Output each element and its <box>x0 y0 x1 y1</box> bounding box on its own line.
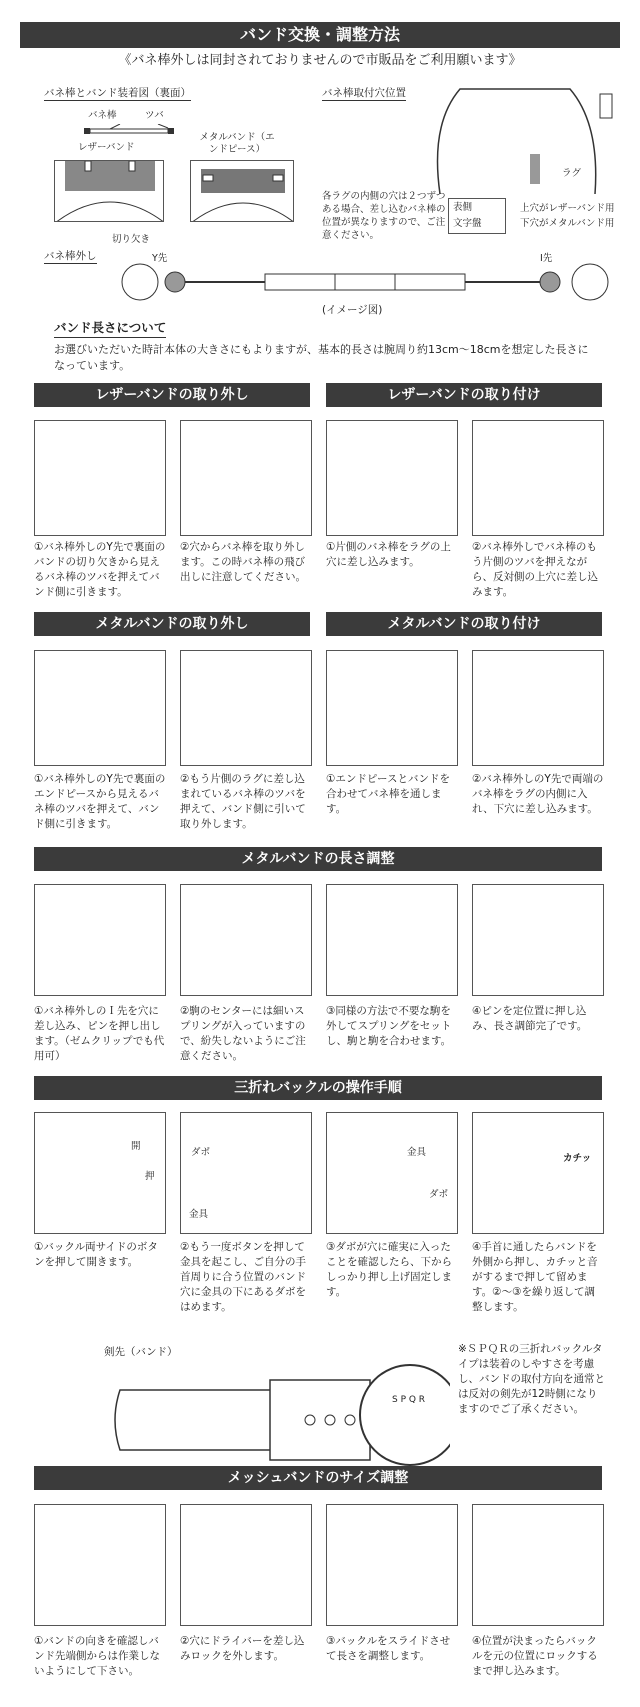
metal-remove-step1: ①バネ棒外しのY先で裏面のエンドピースから見えるバネ棒のツバを押えて、バンド側に引きます。 <box>34 773 166 830</box>
mesh-step1: ①バンドの向きを確認しバンド先端側からは作業しないようにして下さい。 <box>34 1635 160 1677</box>
metal-remove-step1-figure <box>34 650 166 766</box>
length-text: お選びいただいた時計本体の大きさにもよりますが、基本的長さは腕周り約13cm〜18cmを想定した長さになっています。 <box>54 343 589 372</box>
metal-band-label: メタルバンド（エンドピース） <box>199 132 275 155</box>
buckle-step1: ①バックル両サイドのボタンを押して開きます。 <box>34 1241 158 1268</box>
tsuba-label: ツバ <box>145 110 164 121</box>
dabo-label: ダボ <box>191 1147 211 1158</box>
leather-remove-step2: ②穴からバネ棒を取り外します。この時バネ棒の飛び出しに注意してください。 <box>180 541 306 583</box>
main-title-bar: バンド交換・調整方法 <box>20 22 620 48</box>
metal-remove-step2-figure <box>180 650 312 766</box>
spring-bar-remover-icon <box>100 262 620 302</box>
mesh-step4-figure <box>472 1504 604 1626</box>
buckle-step3-figure <box>326 1112 458 1234</box>
notice-text: 《バネ棒外しは同封されておりませんので市販品をご利用願います》 <box>118 53 522 68</box>
metal-attach-step1: ①エンドピースとバンドを合わせてバネ棒を通します。 <box>326 773 450 815</box>
metal-length-step2-figure <box>180 884 312 996</box>
spring-bar-icon <box>80 124 180 138</box>
buckle-step2: ②もう一度ボタンを押して金具を起こし、ご自分の手首周りに合う位置のバンド穴に金具の下にあるダボをはめます。 <box>180 1241 306 1313</box>
kanagu-label: 金具 <box>189 1209 209 1220</box>
tip-band-label: 剣先（バンド） <box>104 1346 178 1358</box>
metal-length-step4: ④ピンを定位置に押し込み、長さ調節完了です。 <box>472 1005 588 1032</box>
metal-length-step1: ①バネ棒外しのＩ先を穴に差し込み、ピンを押し出します。（ゼムクリップでも代用可） <box>34 1005 165 1062</box>
brand-text: S P Q R <box>392 1395 426 1405</box>
leather-attach-step2: ②バネ棒外しでバネ棒のもう片側のツバを押えながら、反対側の上穴に差し込みます。 <box>472 541 598 598</box>
metal-length-step4-figure <box>472 884 604 996</box>
buckle-note-text: ※ＳＰＱＲの三折れバックルタイプは装着のしやすさを考慮し、バンドの取付方向を通常とは反対の剣先が12時側になりますのでご了承ください。 <box>458 1343 605 1415</box>
mesh-step2: ②穴にドライバーを差し込みロックを外します。 <box>180 1635 305 1662</box>
metal-length-step1-figure <box>34 884 166 996</box>
metal-length-step3-figure <box>326 884 458 996</box>
remover-title: バネ棒外し <box>44 250 97 262</box>
leather-attach-step1: ①片側のバネ棒をラグの上穴に差し込みます。 <box>326 541 451 568</box>
watch-with-buckle-icon <box>110 1360 450 1470</box>
hole-position-title: バネ棒取付穴位置 <box>322 87 406 99</box>
leather-attach-step2-figure <box>472 420 604 536</box>
image-note: (イメージ図) <box>322 304 383 316</box>
spring-bar-label: バネ棒 <box>88 110 117 121</box>
open-label: 開 <box>131 1141 141 1152</box>
kachi-label: カチッ <box>563 1153 592 1164</box>
mesh-step3-figure <box>326 1504 458 1626</box>
hole-note-text: 各ラグの内側の穴は２つずつある場合、差し込むバネ棒の位置が異なりますので、ご注意ください。 <box>322 191 446 241</box>
dabo-label-2: ダボ <box>429 1189 449 1200</box>
lower-hole-label: 下穴がメタルバンド用 <box>520 218 615 229</box>
i-tip-label: I先 <box>540 253 553 264</box>
lug-label: ラグ <box>562 168 582 179</box>
front-side-box <box>448 198 506 234</box>
y-tip-label: Y先 <box>152 253 168 264</box>
leather-attach-title: レザーバンドの取り付け <box>326 383 602 407</box>
metal-attach-title: メタルバンドの取り付け <box>326 612 602 636</box>
buckle-step3: ③ダボが穴に確実に入ったことを確認したら、下からしっかり押し上げ固定します。 <box>326 1241 452 1298</box>
front-label: 表側 <box>453 202 473 213</box>
metal-remove-title: メタルバンドの取り外し <box>34 612 310 636</box>
leather-remove-step1-figure <box>34 420 166 536</box>
upper-hole-label: 上穴がレザーバンド用 <box>520 203 615 214</box>
mesh-step2-figure <box>180 1504 312 1626</box>
leather-attach-step1-figure <box>326 420 458 536</box>
buckle-step4-figure <box>472 1112 604 1234</box>
leather-remove-title: レザーバンドの取り外し <box>34 383 310 407</box>
metal-length-step3: ③同様の方法で不要な駒を外してスプリングをセットし、駒と駒を合わせます。 <box>326 1005 452 1047</box>
leather-band-back-icon <box>55 161 164 222</box>
metal-length-title: メタルバンドの長さ調整 <box>34 847 602 871</box>
metal-attach-step2-figure <box>472 650 604 766</box>
buckle-step4: ④手首に通したらバンドを外側から押し、カチッと音がするまで押して留めます。②〜③を繰り返して調整します。 <box>472 1241 598 1313</box>
metal-attach-step2: ②バネ棒外しのY先で両端のバネ棒をラグの内側に入れ、下穴に差し込みます。 <box>472 773 604 815</box>
mesh-title: メッシュバンドのサイズ調整 <box>34 1466 602 1490</box>
buckle-title: 三折れバックルの操作手順 <box>34 1076 602 1100</box>
band-diagram-title: バネ棒とバンド装着図（裏面） <box>44 87 191 99</box>
watch-case-side-icon <box>420 84 620 194</box>
buckle-step1-figure <box>34 1112 166 1234</box>
leather-band-label: レザーバンド <box>78 142 135 153</box>
leather-remove-step1: ①バネ棒外しのY先で裏面のバンドの切り欠きから見えるバネ棒のツバを押えてバンド側に引きます。 <box>34 541 166 598</box>
push-label: 押 <box>145 1171 155 1182</box>
mesh-step4: ④位置が決まったらバックルを元の位置にロックするまで押し込みます。 <box>472 1635 598 1677</box>
metal-band-back-icon <box>191 161 294 222</box>
metal-attach-step1-figure <box>326 650 458 766</box>
metal-remove-step2: ②もう片側のラグに差し込まれているバネ棒のツバを押えて、バンド側に引いて取り外します。 <box>180 773 306 830</box>
notch-label: 切り欠き <box>112 234 151 245</box>
metal-band-back-figure <box>190 160 294 222</box>
mesh-step3: ③バックルをスライドさせて長さを調整します。 <box>326 1635 451 1662</box>
dial-label: 文字盤 <box>453 218 482 229</box>
kanagu-label-2: 金具 <box>407 1147 427 1158</box>
leather-remove-step2-figure <box>180 420 312 536</box>
mesh-step1-figure <box>34 1504 166 1626</box>
length-title: バンド長さについて <box>54 320 166 338</box>
leather-band-back-figure <box>54 160 164 222</box>
metal-length-step2: ②駒のセンターには細いスプリングが入っていますので、紛失しないようにご注意ください。 <box>180 1005 306 1062</box>
buckle-step2-figure <box>180 1112 312 1234</box>
